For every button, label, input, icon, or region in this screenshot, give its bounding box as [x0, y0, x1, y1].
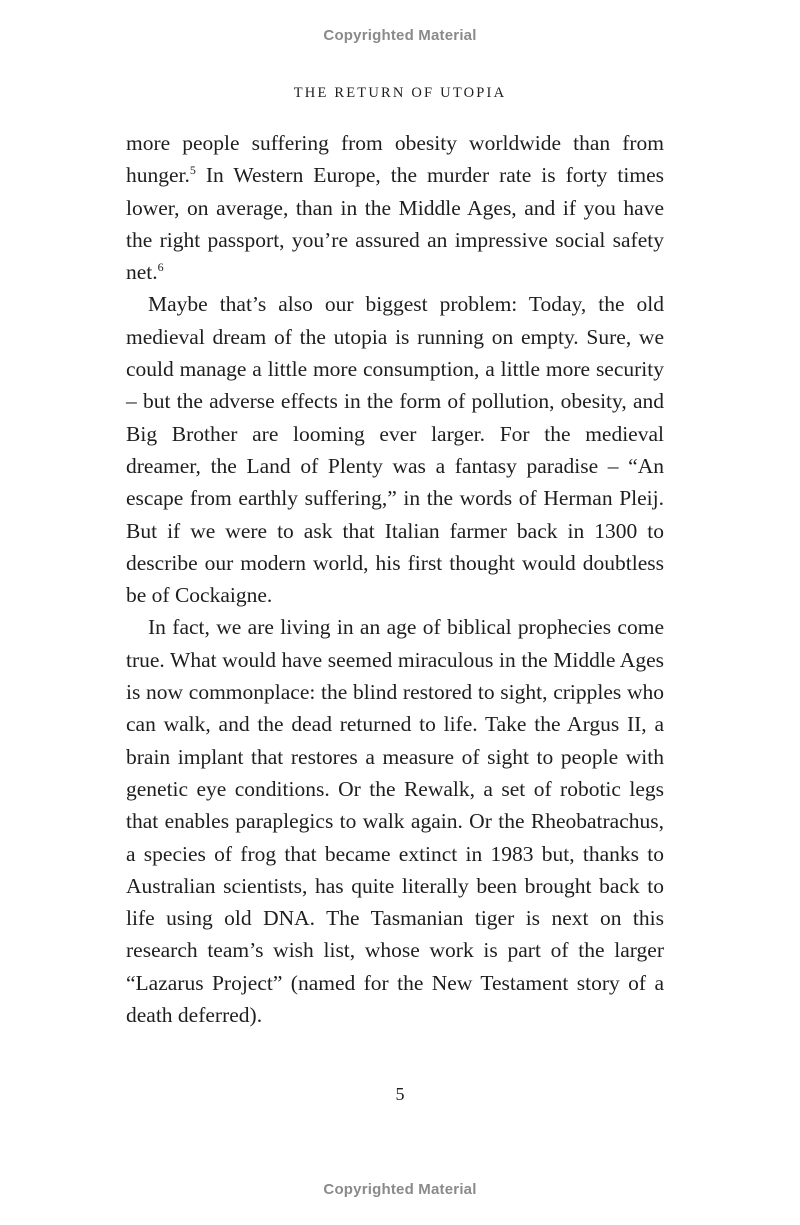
paragraph-text: Maybe that’s also our biggest problem: Today, the old medieval dream of the utopia is running on empty. Sure, we could manage a little more consumption, a little more security – but the adverse effects in the form of pollution, obesity, and Big Brother are looming ever larger. For the medieval dreamer, the Land of Plenty was a fantasy paradise – “An escape from earthly suffering,” in the words of Herman Pleij. But if we were to ask that Italian farmer back in 1300 to describe our modern world, his first thought would doubtless be of Cockaigne. [126, 292, 664, 608]
footnote-marker[interactable]: 5 [189, 163, 196, 178]
paragraph-text: more people suffering from obesity worldwide than from hunger. [126, 131, 664, 188]
copyright-watermark-top: Copyrighted Material [323, 27, 477, 44]
paragraph-1 [126, 127, 664, 288]
page-number: 5 [395, 1084, 405, 1104]
running-head: THE RETURN OF UTOPIA [293, 85, 507, 101]
paragraph-2 [126, 288, 664, 611]
body-text [126, 127, 664, 1031]
paragraph-text: In fact, we are living in an age of biblical prophecies come true. What would have seemed miraculous in the Middle Ages is now commonplace: the blind restored to sight, cripples who can walk, and the dead returned to life. Take the Argus II, a brain implant that restores a measure of sight to people with genetic eye conditions. Or the Rewalk, a set of robotic legs that enables paraplegics to walk again. Or the Rheobatrachus, a species of frog that became extinct in 1983 but, thanks to Australian scientists, has quite literally been brought back to life using old DNA. The Tasmanian tiger is next on this research team’s wish list, whose work is part of the larger “Lazarus Project” (named for the New Testament story of a death deferred). [126, 615, 664, 1028]
footnote-marker[interactable]: 6 [157, 260, 164, 275]
paragraph-3 [126, 611, 664, 1031]
paragraph-text: In Western Europe, the murder rate is forty times lower, on average, than in the Middle Ages, and if you have the right passport, you’re assured an impressive social safety net. [126, 163, 664, 285]
copyright-watermark-bottom: Copyrighted Material [323, 1181, 477, 1198]
